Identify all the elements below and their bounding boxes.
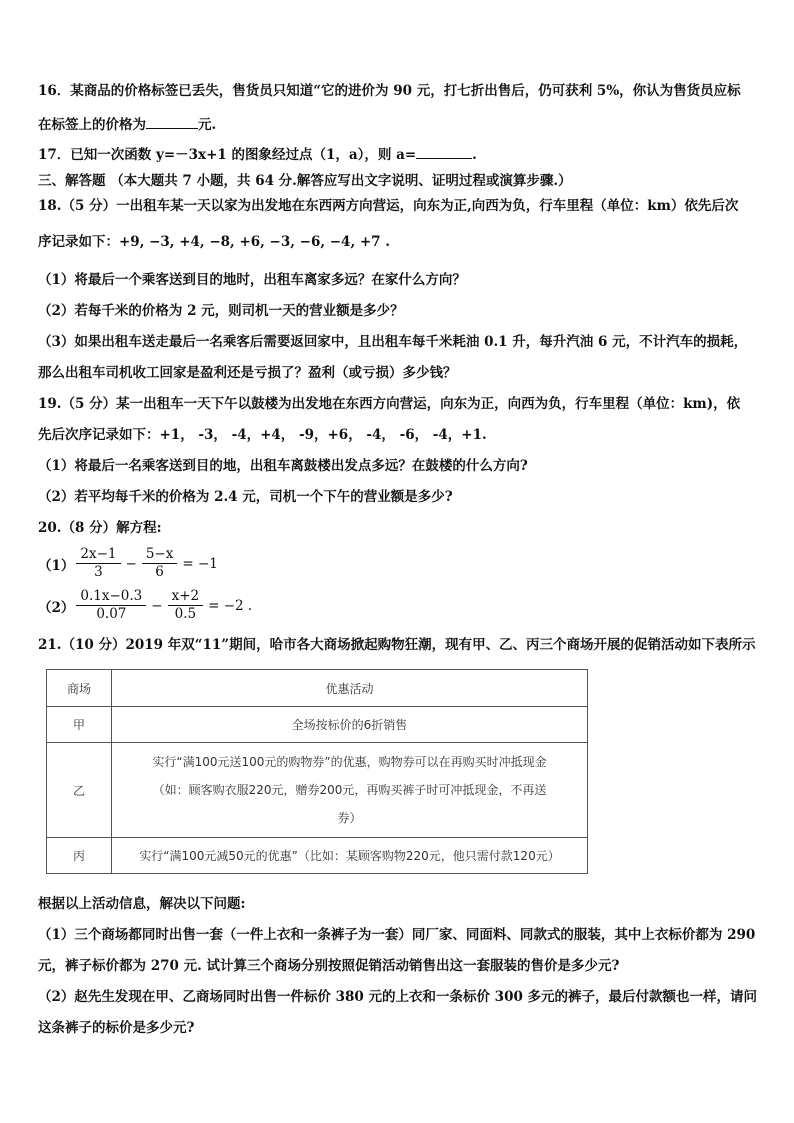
q19-sub1: （1）将最后一名乘客送到目的地，出租车离鼓楼出发点多远？在鼓楼的什么方向? bbox=[38, 458, 528, 474]
q20-eq2-fraction-1 bbox=[76, 588, 146, 623]
q21-after-table: 根据以上活动信息，解决以下问题: bbox=[38, 896, 246, 912]
q20-eq1-label: （1） bbox=[38, 557, 75, 574]
q17-line bbox=[38, 146, 477, 164]
q20-eq1-f1-numerator: 2x−1 bbox=[76, 546, 120, 564]
table-row bbox=[47, 838, 588, 874]
q20-eq2-fraction-2 bbox=[168, 588, 204, 623]
promotion-table bbox=[46, 669, 588, 874]
q19-line1: 19.（5 分）某一出租车一天下午以鼓楼为出发地在东西方向营运，向东为正，向西为负，行车里程（单位：km)，依 bbox=[38, 396, 741, 412]
q20-eq1-f2-denominator: 6 bbox=[155, 564, 164, 580]
q17-end: . bbox=[472, 147, 477, 163]
table-header-row bbox=[47, 670, 588, 707]
q16-text-b: 元. bbox=[198, 117, 217, 133]
q17-answer-blank bbox=[416, 146, 472, 159]
q16-text-a: 在标签上的价格为 bbox=[38, 117, 146, 133]
q21-line1: 21.（10 分）2019 年双“11”期间，哈市各大商场掀起购物狂潮，现有甲、乙、丙三个商场开展的促销活动如下表所示 bbox=[38, 637, 756, 653]
q20-eq1-rhs: = −1 bbox=[182, 555, 218, 572]
q18-sub1: （1）将最后一个乘客送到目的地时，出租车离家多远？在家什么方向？ bbox=[38, 272, 466, 288]
q20-eq1-fraction-1 bbox=[76, 546, 120, 581]
table-cell-store: 甲 bbox=[47, 707, 112, 743]
q18-line2: 序记录如下：+9, −3, +4, −8, +6, −3, −6, −4, +7 . bbox=[38, 234, 390, 250]
q20-equation-2 bbox=[38, 588, 255, 623]
table-header-activity: 优惠活动 bbox=[112, 670, 588, 707]
q16-line1: 16．某商品的价格标签已丢失，售货员只知道“它的进价为 90 元，打七折出售后，仍可获利 5%，你认为售货员应标 bbox=[38, 83, 741, 99]
table-cell-activity: 实行“满100元减50元的优惠”（比如：某顾客购物220元，他只需付款120元） bbox=[112, 838, 588, 874]
table-cell-line: 实行“满100元送100元的购物券”的优惠，购物券可以在再购买时冲抵现金 bbox=[152, 755, 547, 769]
q20-eq2-f1-numerator: 0.1x−0.3 bbox=[76, 588, 146, 606]
q19-sub2: （2）若平均每千米的价格为 2.4 元，司机一个下午的营业额是多少? bbox=[38, 489, 453, 505]
table-row bbox=[47, 707, 588, 743]
q18-line1: 18.（5 分）一出租车某一天以家为出发地在东西两方向营运，向东为正,向西为负，行车里程（单位：km）依先后次 bbox=[38, 198, 739, 214]
q16-answer-blank bbox=[146, 116, 198, 129]
q18-sub3-line1: （3）如果出租车送走最后一名乘客后需要返回家中，且出租车每千米耗油 0.1 升，每升汽油 6 元，不计汽车的损耗， bbox=[38, 334, 748, 350]
table-cell-activity: 全场按标价的6折销售 bbox=[112, 707, 588, 743]
q20-eq2-operator: − bbox=[151, 597, 163, 614]
q21-sub2-line1: （2）赵先生发现在甲、乙商场同时出售一件标价 380 元的上衣和一条标价 300 多元的裤子，最后付款额也一样，请问 bbox=[38, 989, 758, 1005]
q20-eq2-label: （2） bbox=[38, 599, 75, 616]
q21-sub1-line1: （1）三个商场都同时出售一套（一件上衣和一条裤子为一套）同厂家、同面料、同款式的服装，其中上衣标价都为 290 bbox=[38, 927, 756, 943]
q16-line2 bbox=[38, 116, 216, 134]
table-cell-store: 丙 bbox=[47, 838, 112, 874]
table-cell-line: （如：顾客购衣服220元，赠券200元，再购买裤子时可冲抵现金，不再送 bbox=[152, 783, 547, 797]
q20-eq2-f1-denominator: 0.07 bbox=[96, 606, 127, 622]
q21-sub2-line2: 这条裤子的标价是多少元? bbox=[38, 1020, 195, 1036]
table-cell-store: 乙 bbox=[47, 743, 112, 838]
q20-eq2-f2-denominator: 0.5 bbox=[174, 606, 197, 622]
table-cell-activity bbox=[112, 743, 588, 838]
table-header-store: 商场 bbox=[47, 670, 112, 707]
q20-eq1-fraction-2 bbox=[142, 546, 178, 581]
table-row bbox=[47, 743, 588, 838]
q20-eq2-rhs: = −2 . bbox=[208, 597, 253, 614]
q20-eq1-f1-denominator: 3 bbox=[94, 564, 103, 580]
q20-title: 20.（8 分）解方程: bbox=[38, 520, 162, 536]
q20-eq1-operator: − bbox=[125, 555, 137, 572]
q21-sub1-line2: 元，裤子标价都为 270 元. 试计算三个商场分别按照促销活动销售出这一套服装的售价是多少元? bbox=[38, 958, 620, 974]
section-heading: 三、解答题 （本大题共 7 小题，共 64 分.解答应写出文字说明、证明过程或演算步骤.） bbox=[38, 173, 572, 189]
q20-equation-1 bbox=[38, 546, 221, 581]
table-cell-line: 券） bbox=[337, 811, 362, 825]
q20-eq1-f2-numerator: 5−x bbox=[142, 546, 178, 564]
q20-eq2-f2-numerator: x+2 bbox=[168, 588, 204, 606]
q18-sub3-line2: 那么出租车司机收工回家是盈利还是亏损了？盈利（或亏损）多少钱？ bbox=[38, 365, 457, 381]
q18-sub2: （2）若每千米的价格为 2 元，则司机一天的营业额是多少？ bbox=[38, 303, 404, 319]
q17-text: 17．已知一次函数 y=－3x+1 的图象经过点（1，a），则 a= bbox=[38, 147, 417, 163]
q19-line2: 先后次序记录如下：+1， -3， -4，+4， -9，+6， -4， -6， -4，+1. bbox=[38, 427, 487, 443]
